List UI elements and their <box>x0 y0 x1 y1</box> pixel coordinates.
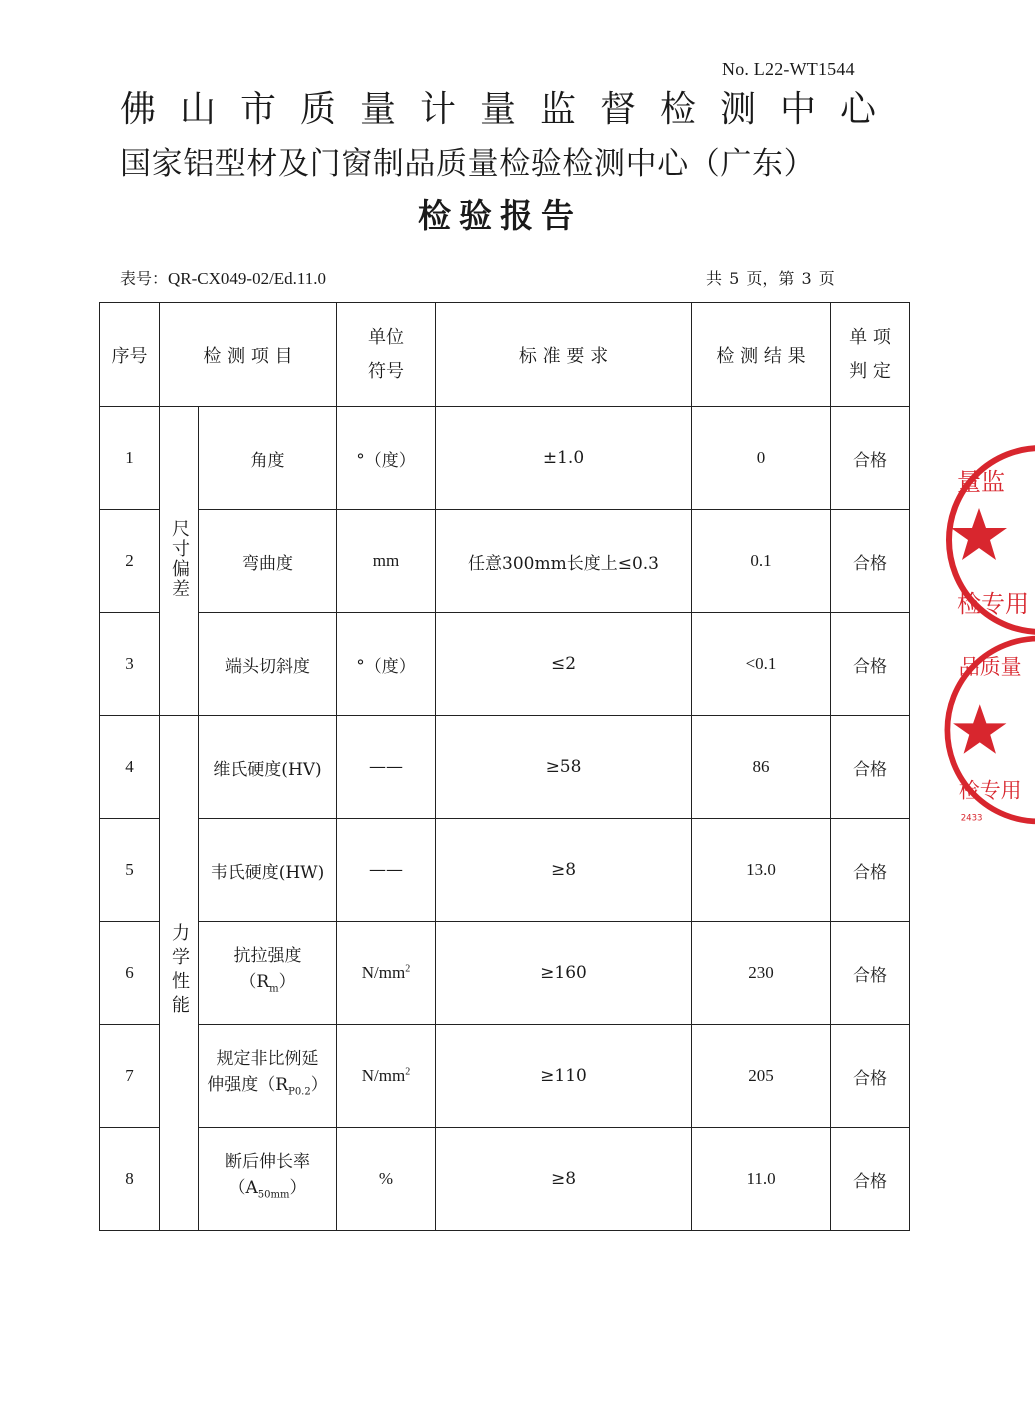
header-seq: 序号 <box>100 303 160 407</box>
table-row <box>100 819 910 922</box>
seal-star-icon <box>951 508 1007 560</box>
results-table <box>99 302 910 1231</box>
lower-seal-text-bottom: 检专用 <box>958 778 1022 803</box>
table-row <box>100 922 910 1025</box>
row-item-subscript: P0.2 <box>288 1086 311 1098</box>
lower-seal-text-top: 品质量 <box>958 654 1022 679</box>
row-requirement: ≥8 <box>436 819 692 922</box>
row-item-subscript: 50mm <box>257 1189 290 1201</box>
header-requirement: 标 准 要 求 <box>436 303 692 407</box>
row-unit: mm <box>337 510 436 613</box>
row-result: 11.0 <box>692 1128 831 1231</box>
header-unit <box>337 303 436 407</box>
row-unit: °（度） <box>337 613 436 716</box>
document-title: 检验报告 <box>418 196 582 235</box>
header-verdict-line1: 单 项 <box>849 326 891 348</box>
row-item-line1: 断后伸长率 <box>225 1152 310 1173</box>
row-item: 弯曲度 <box>199 510 337 613</box>
row-verdict: 合格 <box>831 922 910 1025</box>
row-unit-superscript: 2 <box>405 963 411 975</box>
row-verdict: 合格 <box>831 407 910 510</box>
group-dimension <box>160 407 199 716</box>
row-requirement: ≥110 <box>436 1025 692 1128</box>
center-title: 国家铝型材及门窗制品质量检验检测中心（广东） <box>120 146 816 182</box>
row-requirement: ≥8 <box>436 1128 692 1231</box>
row-requirement: 任意300mm长度上≤0.3 <box>436 510 692 613</box>
lower-seal-serial: 2433 <box>960 813 983 824</box>
row-result: <0.1 <box>692 613 831 716</box>
row-seq: 4 <box>100 716 160 819</box>
form-number <box>120 266 326 289</box>
row-verdict: 合格 <box>831 716 910 819</box>
row-seq: 5 <box>100 819 160 922</box>
table-row <box>100 613 910 716</box>
header-unit-line1: 单位 <box>368 326 405 348</box>
row-seq: 8 <box>100 1128 160 1231</box>
group-mechanical <box>160 716 199 1231</box>
row-unit: °（度） <box>337 407 436 510</box>
header-item: 检 测 项 目 <box>160 303 337 407</box>
row-requirement: ≥160 <box>436 922 692 1025</box>
row-requirement: ≤2 <box>436 613 692 716</box>
row-unit: % <box>337 1128 436 1231</box>
row-unit <box>337 1025 436 1128</box>
upper-seal-text-bottom: 检专用 <box>957 590 1029 618</box>
row-result: 86 <box>692 716 831 819</box>
row-item-line2-suffix: ） <box>310 1075 328 1096</box>
table-row <box>100 1128 910 1231</box>
row-unit: —— <box>337 819 436 922</box>
row-verdict: 合格 <box>831 1025 910 1128</box>
row-verdict: 合格 <box>831 819 910 922</box>
row-result: 230 <box>692 922 831 1025</box>
row-item-subscript: m <box>269 983 279 995</box>
row-item <box>199 922 337 1025</box>
row-result: 13.0 <box>692 819 831 922</box>
row-result: 0 <box>692 407 831 510</box>
header-unit-line2: 符号 <box>368 360 405 382</box>
row-unit <box>337 922 436 1025</box>
table-row <box>100 716 910 819</box>
row-seq: 1 <box>100 407 160 510</box>
row-item: 角度 <box>199 407 337 510</box>
header-result: 检 测 结 果 <box>692 303 831 407</box>
row-verdict: 合格 <box>831 613 910 716</box>
row-item: 端头切斜度 <box>199 613 337 716</box>
page-info: 共 5 页，第 3 页 <box>706 269 835 288</box>
upper-seal <box>955 440 1035 640</box>
row-item <box>199 1128 337 1231</box>
form-number-label: 表号： <box>120 269 169 288</box>
group-mechanical-label: 力学性能 <box>169 922 190 1019</box>
row-item: 维氏硬度(HV) <box>199 716 337 819</box>
row-verdict: 合格 <box>831 510 910 613</box>
row-seq: 2 <box>100 510 160 613</box>
upper-seal-text-top: 量监 <box>957 468 1005 496</box>
row-verdict: 合格 <box>831 1128 910 1231</box>
row-item: 韦氏硬度(HW) <box>199 819 337 922</box>
header-verdict-line2: 判 定 <box>849 360 891 382</box>
row-seq: 7 <box>100 1025 160 1128</box>
row-item <box>199 1025 337 1128</box>
row-item-line1: 规定非比例延 <box>216 1049 319 1070</box>
table-row <box>100 1025 910 1128</box>
table-header-row <box>100 303 910 407</box>
report-number: No. L22-WT1544 <box>722 59 855 79</box>
row-item-line2-suffix: ） <box>278 972 296 993</box>
row-requirement: ≥58 <box>436 716 692 819</box>
row-unit: —— <box>337 716 436 819</box>
form-number-code: QR-CX049-02/Ed.11.0 <box>168 269 327 288</box>
row-requirement: ±1.0 <box>436 407 692 510</box>
row-unit-base: N/mm <box>361 1066 406 1085</box>
row-item-line2-prefix: （A <box>228 1178 258 1199</box>
row-item-line2-suffix: ） <box>289 1178 307 1199</box>
table-row <box>100 510 910 613</box>
group-dimension-label: 尺寸偏差 <box>169 518 190 599</box>
table-row <box>100 407 910 510</box>
row-seq: 3 <box>100 613 160 716</box>
row-item-line2-prefix: 伸强度（R <box>207 1075 289 1096</box>
row-item-line1: 抗拉强度 <box>233 946 302 967</box>
row-item-line2-prefix: （R <box>239 972 270 993</box>
row-seq: 6 <box>100 922 160 1025</box>
lower-seal <box>955 630 1035 830</box>
row-result: 0.1 <box>692 510 831 613</box>
seal-star-icon <box>953 704 1006 754</box>
row-unit-superscript: 2 <box>405 1066 411 1078</box>
header-verdict <box>831 303 910 407</box>
row-result: 205 <box>692 1025 831 1128</box>
row-unit-base: N/mm <box>361 963 406 982</box>
organization-title: 佛山市质量计量监督检测中心 <box>120 89 901 130</box>
